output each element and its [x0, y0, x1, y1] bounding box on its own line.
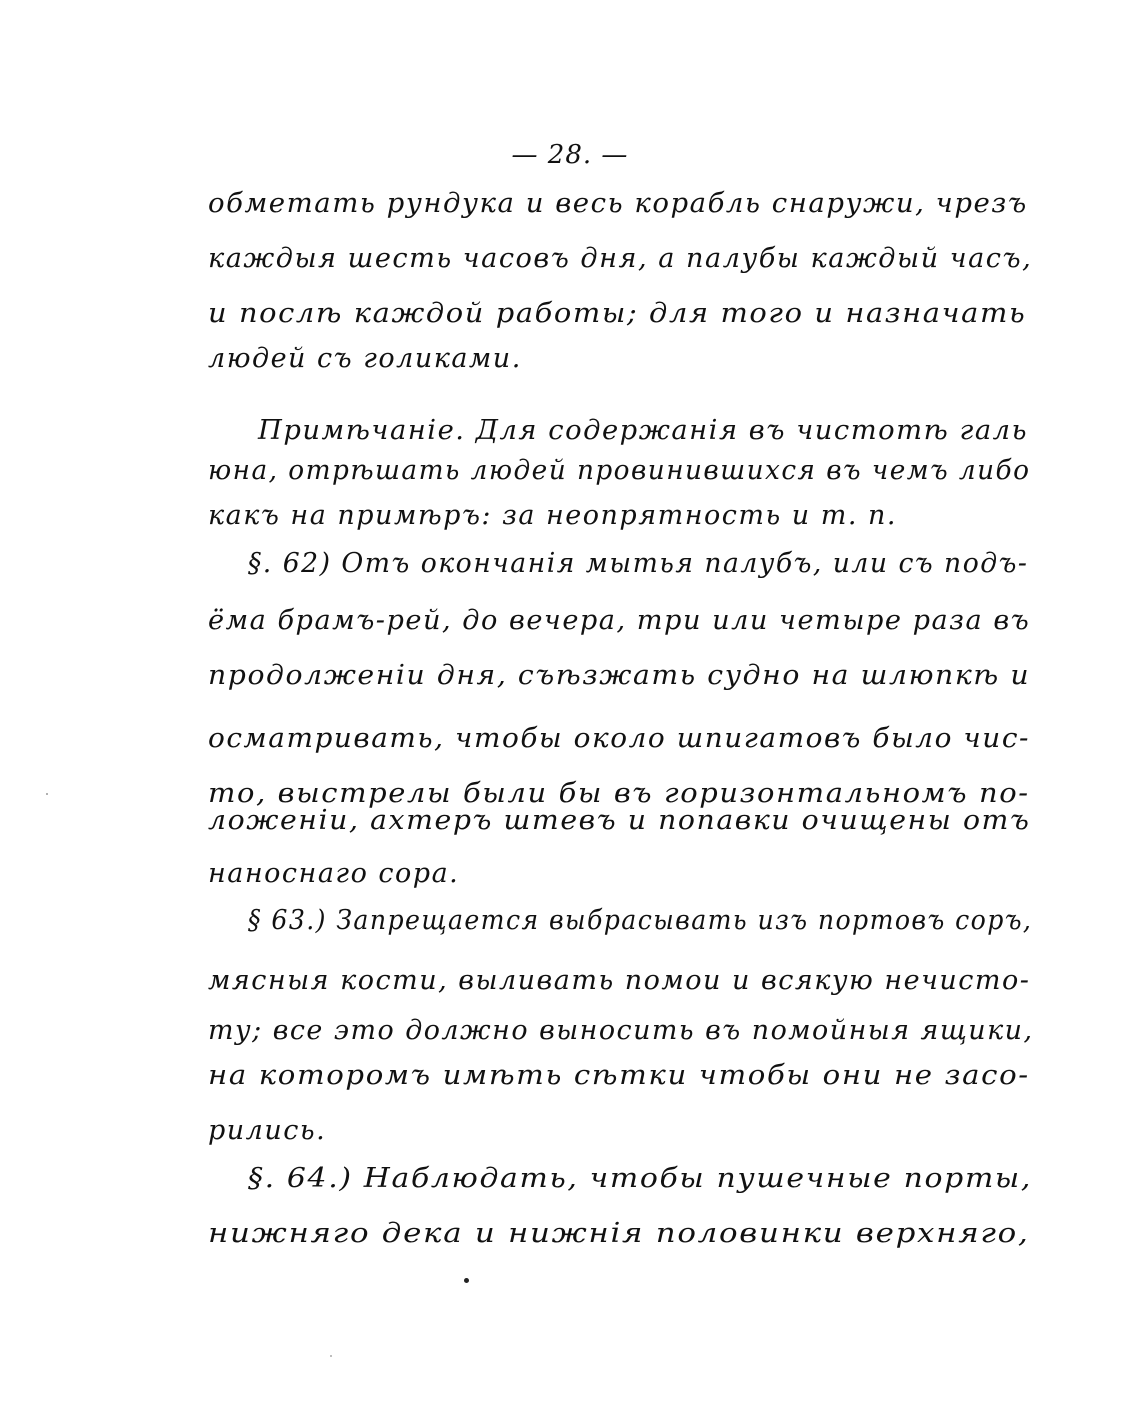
text-line: Примѣчаніе. Для содержанія въ чистотѣ галь — [258, 415, 1029, 446]
text-line: и послѣ каждой работы; для того и назначать — [208, 298, 1027, 329]
text-line: продолженіи дня, съѣзжать судно на шлюпкѣ и — [208, 660, 1031, 691]
text-line: §. 62) Отъ окончанія мытья палубъ, или съ подъ- — [248, 548, 1029, 579]
text-line: то, выстрелы были бы въ горизонтальномъ по- — [208, 778, 1030, 809]
text-line: рились. — [208, 1115, 327, 1146]
text-line: нижняго дека и нижнія половинки верхняго, — [208, 1218, 1030, 1249]
text-line: ложеніи, ахтеръ штевъ и попавки очищены отъ — [208, 805, 1031, 836]
ink-spot — [330, 1355, 332, 1357]
text-line: юна, отрѣшать людей провинившихся въ чемъ либо — [208, 455, 1031, 486]
text-line: людей съ голиками. — [208, 343, 522, 374]
text-line: наноснаго сора. — [208, 858, 460, 889]
text-line: какъ на примѣръ: за неопрятность и т. п. — [208, 500, 897, 531]
text-line: обметать рундука и весь корабль снаружи, чрезъ — [208, 188, 1028, 219]
ink-spot — [46, 793, 48, 795]
text-line: ёма брамъ-рей, до вечера, три или четыре раза въ — [208, 605, 1031, 636]
ink-spot — [464, 1278, 469, 1283]
text-line: каждыя шесть часовъ дня, а палубы каждый часъ, — [208, 243, 1033, 274]
text-line: § 63.) Запрещается выбрасывать изъ портовъ соръ, — [248, 905, 1033, 936]
text-line: на которомъ имѣть сѣтки чтобы они не засо- — [208, 1060, 1030, 1091]
text-line: §. 64.) Наблюдать, чтобы пушечные порты, — [248, 1163, 1033, 1194]
text-line: мясныя кости, выливать помои и всякую нечисто- — [208, 965, 1031, 996]
page-number: — 28. — — [511, 140, 629, 170]
text-line: ту; все это должно выносить въ помойныя ящики, — [208, 1015, 1034, 1046]
text-line: осматривать, чтобы около шпигатовъ было чис- — [208, 723, 1030, 754]
